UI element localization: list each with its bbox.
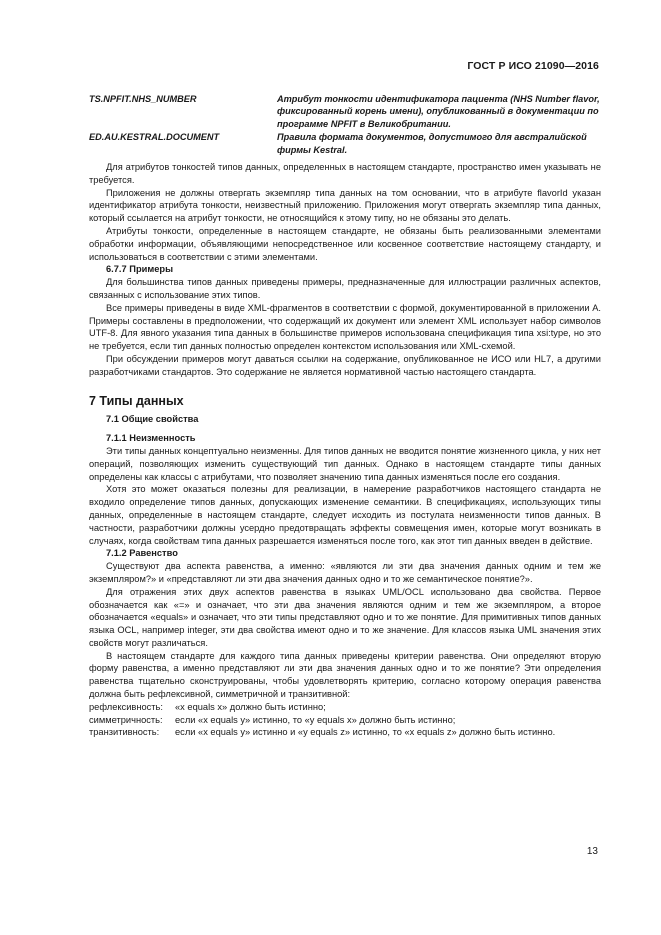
paragraph: Для отражения этих двух аспектов равенства в языках UML/OCL использовано два свойства. Первое обозначается как «=» и означает, что эти два значения являются одним и тем же экземпляром, а второе обозначается «equals» и означает, что эти типы представляют одно и то же понятие. Для примитивных типов данных языка OCL, например integer, эти два свойства имеют одно и то же значение. Для классов языка UML значения этих свойств могут различаться. — [89, 586, 601, 648]
definition-row — [89, 93, 601, 130]
paragraph: Приложения не должны отвергать экземпляр типа данных на том основании, что в атрибуте flavorId указан идентификатор атрибута тонкости, неизвестный приложению. Приложения могут отвергать экземпляр типа данных, который ссылается на атрибут тонкости, не относящийся к этому типу, но не обязаны это делать. — [89, 187, 601, 224]
section-heading-7-1: 7.1 Общие свойства — [106, 414, 199, 425]
property-desc: если «x equals y» истинно, то «y equals x» должно быть истинно; — [175, 714, 456, 725]
paragraph: Атрибуты тонкости, определенные в настоящем стандарте, не обязаны быть реализованными элементами обработки информации, объявляющими непосредственное или косвенное соответствие настоящему стандарту, и использоваться в соответствии с этими элементами. — [89, 225, 601, 262]
paragraph: Хотя это может оказаться полезны для реализации, в намерение разработчиков настоящего стандарта не входило определение типов данных, допускающих изменение семантики. В спецификациях, использующих типы данных, определенные в настоящем стандарте, следует исходить из постулата неизменности типов данных. В частности, разработчики должны усердно предотвращать эффекты совмещения имен, которые могут возникать в случаях, когда свойствам типа данных разрешается изменяться после того, как этот тип данных введен в действие. — [89, 484, 601, 546]
property-desc: если «x equals y» истинно и «y equals z» истинно, то «x equals z» должно быть истинно. — [175, 727, 556, 738]
document-body — [89, 161, 601, 739]
property-name: рефлексивность: — [89, 701, 163, 712]
property-name: транзитивность: — [89, 727, 160, 738]
section-heading-6-7-7: 6.7.7 Примеры — [106, 264, 174, 275]
property-row — [89, 714, 601, 727]
section-heading-7-1-2: 7.1.2 Равенство — [106, 548, 178, 559]
definition-term: ED.AU.KESTRAL.DOCUMENT — [89, 132, 220, 143]
paragraph: Для атрибутов тонкостей типов данных, определенных в настоящем стандарте, пространство имен указывать не требуется. — [89, 162, 601, 185]
paragraph: Для большинства типов данных приведены примеры, предназначенные для иллюстрации различных аспектов, связанных с использование этих типов. — [89, 277, 601, 300]
paragraph: Эти типы данных концептуально неизменны. Для типов данных не вводится понятие жизненного цикла, у них нет операций, позволяющих изменить существующий тип данных. Однако в настоящем стандарте типы данных определены как классы с атрибутами, что позволяет значению типа данных изменяться после его создания. — [89, 445, 601, 482]
page-number: 13 — [586, 846, 598, 857]
section-heading-7-1-1: 7.1.1 Неизменность — [106, 433, 196, 444]
paragraph: Существуют два аспекта равенства, а именно: «являются ли эти два значения данных одним и тем же экземпляром?» и «представляют ли эти два значения данных одно и то же семантическое понятие?». — [89, 561, 601, 584]
property-desc: «x equals x» должно быть истинно; — [175, 701, 326, 712]
definition-desc: Правила формата документов, допустимого для австралийской фирмы Kestral. — [277, 132, 587, 155]
paragraph: При обсуждении примеров могут даваться ссылки на содержание, опубликованное не ИСО или HL7, а другими разработчиками стандартов. Это содержание не является нормативной частью настоящего стандарта. — [89, 353, 601, 377]
paragraph: Все примеры приведены в виде XML-фрагментов в соответствии с формой, документированной в приложении А. Примеры составлены в предположении, что содержащий их документ или элемент XML использует набор символов UTF-8. Для явного указания типа данных в большинстве примеров использована спецификация типа xsi:type, но это не требуется, если тип данных полностью определен контекстом использования или XML-схемой. — [89, 302, 601, 352]
section-heading-7: 7 Типы данных — [89, 393, 184, 408]
definition-list — [89, 93, 601, 157]
property-row — [89, 726, 601, 739]
standard-header: ГОСТ Р ИСО 21090—2016 — [467, 60, 599, 72]
property-name: симметричность: — [89, 714, 163, 725]
definition-row — [89, 131, 601, 156]
equality-properties — [89, 701, 601, 739]
property-row — [89, 701, 601, 714]
definition-term: TS.NPFIT.NHS_NUMBER — [89, 94, 197, 104]
paragraph: В настоящем стандарте для каждого типа данных приведены критерии равенства. Они определяют вторую форму равенства, а именно представляют ли эти два значения данных одно и то же понятие? Эти определения равенства тщательно сконструированы, чтобы удовлетворять критерию, согласно которому операция равенства должна быть рефлексивной, симметричной и транзитивной: — [89, 650, 601, 700]
definition-desc: Атрибут тонкости идентификатора пациента (NHS Number flavor, фиксированный корень имени), опубликованный в документации по программе NPFIT в Великобритании. — [277, 94, 600, 129]
